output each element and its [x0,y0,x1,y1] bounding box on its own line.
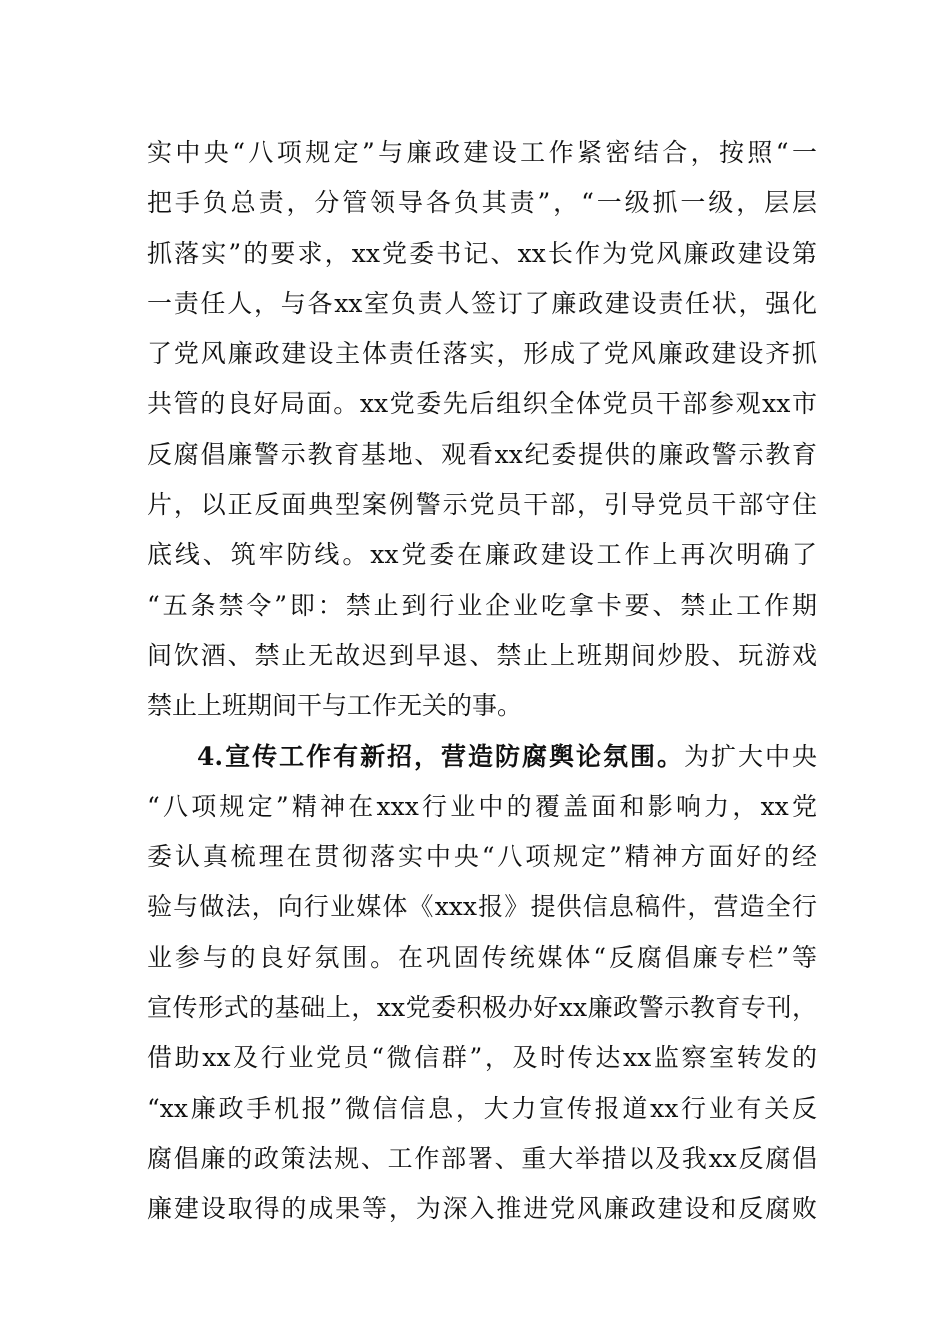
text-line: “八项规定”精神在xxx行业中的覆盖面和影响力，xx党 [147,791,817,821]
text-line: 业参与的良好氛围。在巩固传统媒体“反腐倡廉专栏”等 [147,942,817,972]
text-line: 宣传形式的基础上，xx党委积极办好xx廉政警示教育专刊， [147,993,817,1023]
text-line: 借助xx及行业党员“微信群”，及时传达xx监察室转发的 [147,1043,817,1073]
text-line: 实中央“八项规定”与廉政建设工作紧密结合，按照“一 [147,138,817,167]
text-line: “xx廉政手机报”微信信息，大力宣传报道xx行业有关反 [147,1093,817,1123]
text-line: 禁止上班期间干与工作无关的事。 [147,691,523,721]
document-body [147,128,817,1235]
section-heading-rest: 为扩大中央 [684,741,817,771]
text-line: 共管的良好局面。xx党委先后组织全体党员干部参观xx市 [147,389,817,419]
text-line: 了党风廉政建设主体责任落实，形成了党风廉政建设齐抓 [147,339,817,369]
text-line: 一责任人，与各xx室负责人签订了廉政建设责任状，强化 [147,288,817,318]
text-line: 间饮酒、禁止无故迟到早退、禁止上班期间炒股、玩游戏 [147,640,817,670]
text-line: 片，以正反面典型案例警示党员干部，引导党员干部守住 [147,490,817,520]
text-line: “五条禁令”即：禁止到行业企业吃拿卡要、禁止工作期 [147,590,817,620]
text-line: 把手负总责，分管领导各负其责”，“一级抓一级，层层 [147,188,817,218]
text-line: 反腐倡廉警示教育基地、观看xx纪委提供的廉政警示教育 [147,439,817,469]
text-line: 抓落实”的要求，xx党委书记、xx长作为党风廉政建设第 [147,238,817,268]
section-heading-line [147,732,817,782]
text-line: 廉建设取得的成果等，为深入推进党风廉政建设和反腐败 [147,1194,817,1224]
text-line: 委认真梳理在贯彻落实中央“八项规定”精神方面好的经 [147,842,817,872]
text-line: 验与做法，向行业媒体《xxx报》提供信息稿件，营造全行 [147,892,817,922]
section-heading: 4.宣传工作有新招，营造防腐舆论氛围。 [197,741,684,771]
text-line: 腐倡廉的政策法规、工作部署、重大举措以及我xx反腐倡 [147,1143,817,1173]
text-line: 底线、筑牢防线。xx党委在廉政建设工作上再次明确了 [147,540,817,570]
